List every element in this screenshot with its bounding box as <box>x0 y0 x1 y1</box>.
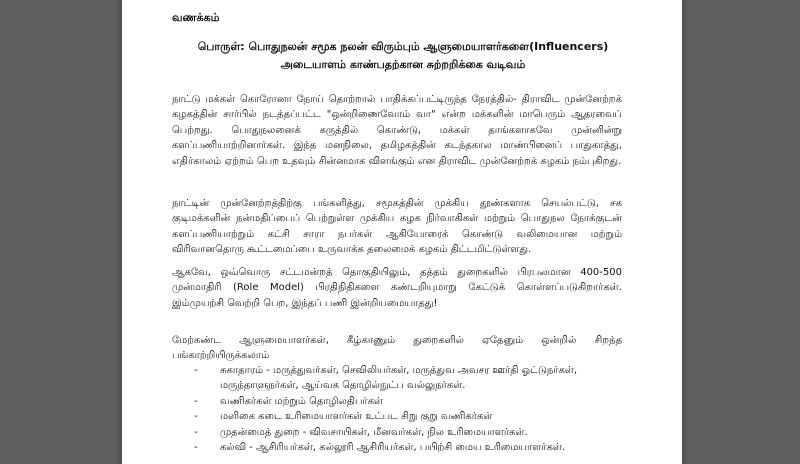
list-item <box>194 394 624 409</box>
paragraph-1: நாட்டு மக்கள் கொரோனா நோய் தொற்றால் பாதிக்கப்பட்டிருந்த நேரத்தில்- திராவிட முன்னேற்றக் கழகத்தின் சார்பில் நடத்தப்பட்ட "ஒன்றிணைவோம் வா" என்ற மக்களின் மாபெரும் ஆதரவைப் பெற்றது. பொதுநலனைக் கருத்தில் கொண்டு, மக்கள் தாங்களாகவே முன்னின்று களப்பணியாற்றினார்கள். இந்த மனநிலை, தமிழகத்தின் கடந்தகால மாண்பினைப் பாதுகாத்து, எதிர்காலம் ஏற்றம் பெற உதவும் சின்னமாக விளங்கும் என திராவிட முன்னேற்றக் கழகம் நம்புகிறது. <box>172 94 622 167</box>
paragraph-4: மேற்கண்ட ஆளுமையாளர்கள், கீழ்காணும் துறைகளில் ஏதேனும் ஒன்றில் சிறந்த பங்காற்றியிருக்கலாம் <box>172 335 622 362</box>
bullet-marker: - <box>194 365 198 376</box>
list-item-text: வணிகர்கள் மற்றும் தொழிலதிபர்கள் <box>220 395 384 407</box>
sector-list <box>194 363 624 455</box>
list-item <box>194 440 624 455</box>
bullet-marker: - <box>194 411 198 423</box>
subject-line-2: அடையாளம் காண்பதற்கான சுற்றறிக்கை வடிவம் <box>280 58 526 71</box>
paragraph-2: நாட்டின் முன்னேற்றத்திற்கு பங்களித்து, சமூகத்தின் முக்கிய தூண்களாக செயல்பட்டு, சக குடிமக்களின் நன்மதிப்பைப் பெற்றுள்ள முக்கிய கழக நிர்வாகிகள் மற்றும் பொதுநல நோக்குடன் களப்பணியாற்றும் கட்சி சாரா நபர்கள் ஆகியோரைக் கொண்டு வலிமையான மற்றும் விரிவானதொரு கூட்டமைப்பை உருவாக்க தலைமைக் கழகம் திட்டமிட்டுள்ளது. <box>172 198 622 256</box>
paragraph-3: ஆகவே, ஒவ்வொரு சட்டமன்றத் தொகுதியிலும், தத்தம் துறைகளில் பிரபலமான 400-500 முன்மாதிரி (Role Model) பிரதிநிதிகளை கண்டறியுமாறு கேட்டுக் கொள்ளப்படுகிறார்கள். இம்முயற்சி வெற்றி பெற, இந்தப் பணி இன்றியமையாதது! <box>172 267 622 309</box>
list-item-text: முதன்மைத் துறை - விவசாயிகள், மீனவர்கள், நில உரிமையாளர்கள். <box>220 426 528 438</box>
list-item-text: கல்வி - ஆசிரியர்கள், கல்லூரி ஆசிரியர்கள், பயிற்சி மைய உரிமையாளர்கள். <box>220 442 566 454</box>
list-item <box>194 409 624 424</box>
bullet-marker: - <box>194 395 198 407</box>
list-item-text: மளிகை கடை உரிமையாளர்கள் உட்பட சிறு குறு வணிகர்கள் <box>220 411 493 423</box>
greeting: வணக்கம் <box>172 11 220 24</box>
list-item <box>194 363 624 394</box>
list-item-text: சுகாதாரம் - மருத்துவர்கள், செவிலியர்கள், மருத்துவ அவசர ஊர்தி ஓட்டுநர்கள், மருந்தாளுநர்கள், ஆய்வக தொழில்நுட்ப வல்லுநர்கள். <box>220 365 578 392</box>
subject-line-1: பொருள்: பொதுநலன் சமூக நலன் விரும்பும் ஆளுமையாளர்களை(Influencers) <box>197 40 609 53</box>
bullet-marker: - <box>194 426 198 438</box>
bullet-marker: - <box>194 442 198 454</box>
subject-heading <box>188 38 618 74</box>
list-item <box>194 425 624 440</box>
document-page <box>122 0 682 464</box>
